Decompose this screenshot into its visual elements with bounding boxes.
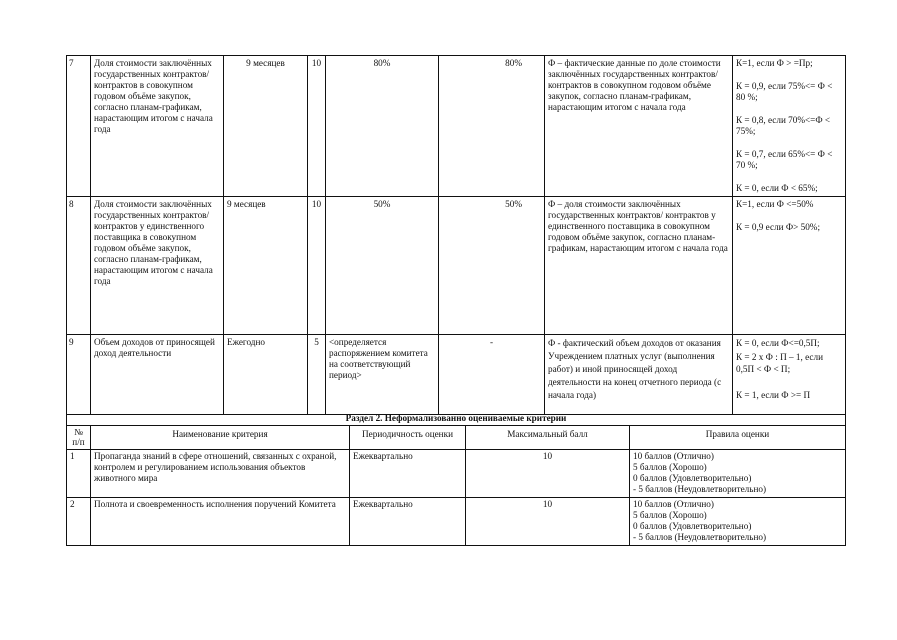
row-number: 7 — [67, 56, 91, 197]
rule-line: К = 1, если Ф >= П — [736, 390, 811, 400]
rule-line: 5 баллов (Хорошо) — [633, 461, 707, 472]
rule-line: К = 2 х Ф : П – 1, если 0,5П < Ф < П; — [736, 352, 823, 374]
rule-line: К=1, если Ф <=50% — [736, 199, 814, 209]
max-score: 10 — [466, 497, 630, 545]
target-value: 80% — [439, 56, 545, 197]
rule-line: 0 баллов (Удовлетворительно) — [633, 472, 752, 483]
period: 9 месяцев — [224, 56, 308, 197]
rule-line: 5 баллов (Хорошо) — [633, 509, 707, 520]
max-score: 10 — [308, 197, 326, 335]
table-row — [67, 497, 846, 545]
rule-line: К = 0, если Ф < 65%; — [736, 183, 818, 193]
calculation-description: Ф - фактический объем доходов от оказания Учреждением платных услуг (выполнения работ) и иной приносящей доход деятельности на конец отчетного периода (с начала года) — [545, 335, 733, 415]
header-row — [67, 425, 846, 449]
period: Ежегодно — [224, 335, 308, 415]
plan-value: 50% — [326, 197, 439, 335]
scoring-rules — [630, 497, 846, 545]
rule-line: К = 0,9 если Ф> 50%; — [736, 222, 820, 232]
rule-line: К = 0,9, если 75%<= Ф < 80 %; — [736, 81, 833, 102]
rule-line: 0 баллов (Удовлетворительно) — [633, 520, 752, 531]
scoring-rules — [733, 56, 846, 197]
row-number: 9 — [67, 335, 91, 415]
period: 9 месяцев — [224, 197, 308, 335]
table-row — [67, 197, 846, 335]
header-max-score: Максимальный балл — [466, 425, 630, 449]
rule-line: К=1, если Ф > =Пр; — [736, 58, 813, 68]
header-period: Периодичность оценки — [350, 425, 466, 449]
section-title: Раздел 2. Неформализованно оцениваемые критерии — [67, 401, 846, 425]
rule-line: - 5 баллов (Неудовлетворительно) — [633, 483, 767, 494]
plan-value: 80% — [326, 56, 439, 197]
rule-line: К = 0, если Ф<=0,5П; — [736, 338, 820, 348]
period: Ежеквартально — [350, 497, 466, 545]
plan-value: <определяется распоряжением комитета на соответствующий период> — [326, 335, 439, 415]
row-number: 2 — [67, 497, 91, 545]
row-number: 1 — [67, 449, 91, 497]
header-name: Наименование критерия — [91, 425, 350, 449]
period: Ежеквартально — [350, 449, 466, 497]
criterion-name: Доля стоимости заключённых государственных контрактов/контрактов в совокупном годовом объёме закупок, согласно планам-графикам, нарастающим итогом с начала года — [91, 56, 224, 197]
criterion-name: Пропаганда знаний в сфере отношений, связанных с охраной, контролем и регулированием использования объектов животного мира — [91, 449, 350, 497]
max-score: 5 — [308, 335, 326, 415]
criterion-name: Полнота и своевременность исполнения поручений Комитета — [91, 497, 350, 545]
rule-line: - 5 баллов (Неудовлетворительно) — [633, 531, 767, 542]
max-score: 10 — [466, 449, 630, 497]
criterion-name: Объем доходов от приносящей доход деятельности — [91, 335, 224, 415]
scoring-rules — [630, 449, 846, 497]
table-row — [67, 449, 846, 497]
rule-line: 10 баллов (Отлично) — [633, 450, 714, 461]
max-score: 10 — [308, 56, 326, 197]
row-number: 8 — [67, 197, 91, 335]
criteria-table-section-2 — [66, 401, 846, 546]
table-row — [67, 56, 846, 197]
scoring-rules — [733, 197, 846, 335]
rule-line: К = 0,8, если 70%<=Ф < 75%; — [736, 115, 831, 136]
calculation-description: Ф – фактические данные по доле стоимости заключённых государственных контрактов/ контрактов в совокупном годовом объёме закупок, согласно планам-графикам, нарастающим итогом с начала года — [545, 56, 733, 197]
header-number: № п/п — [67, 425, 91, 449]
criterion-name: Доля стоимости заключённых государственных контрактов/контрактов у единственного поставщика в совокупном годовом объёме закупок, согласно планам-графикам, нарастающим итогом с начала года — [91, 197, 224, 335]
header-rules: Правила оценки — [630, 425, 846, 449]
target-value: 50% — [439, 197, 545, 335]
rule-line: К = 0,7, если 65%<= Ф < 70 %; — [736, 149, 833, 170]
rule-line: 10 баллов (Отлично) — [633, 498, 714, 509]
target-value: - — [439, 335, 545, 415]
calculation-description: Ф – доля стоимости заключённых государственных контрактов/ контрактов у единственного поставщика в совокупном годовом объёме закупок, согласно планам-графикам, нарастающим итогом с начала года — [545, 197, 733, 335]
criteria-table-section-1 — [66, 55, 846, 415]
